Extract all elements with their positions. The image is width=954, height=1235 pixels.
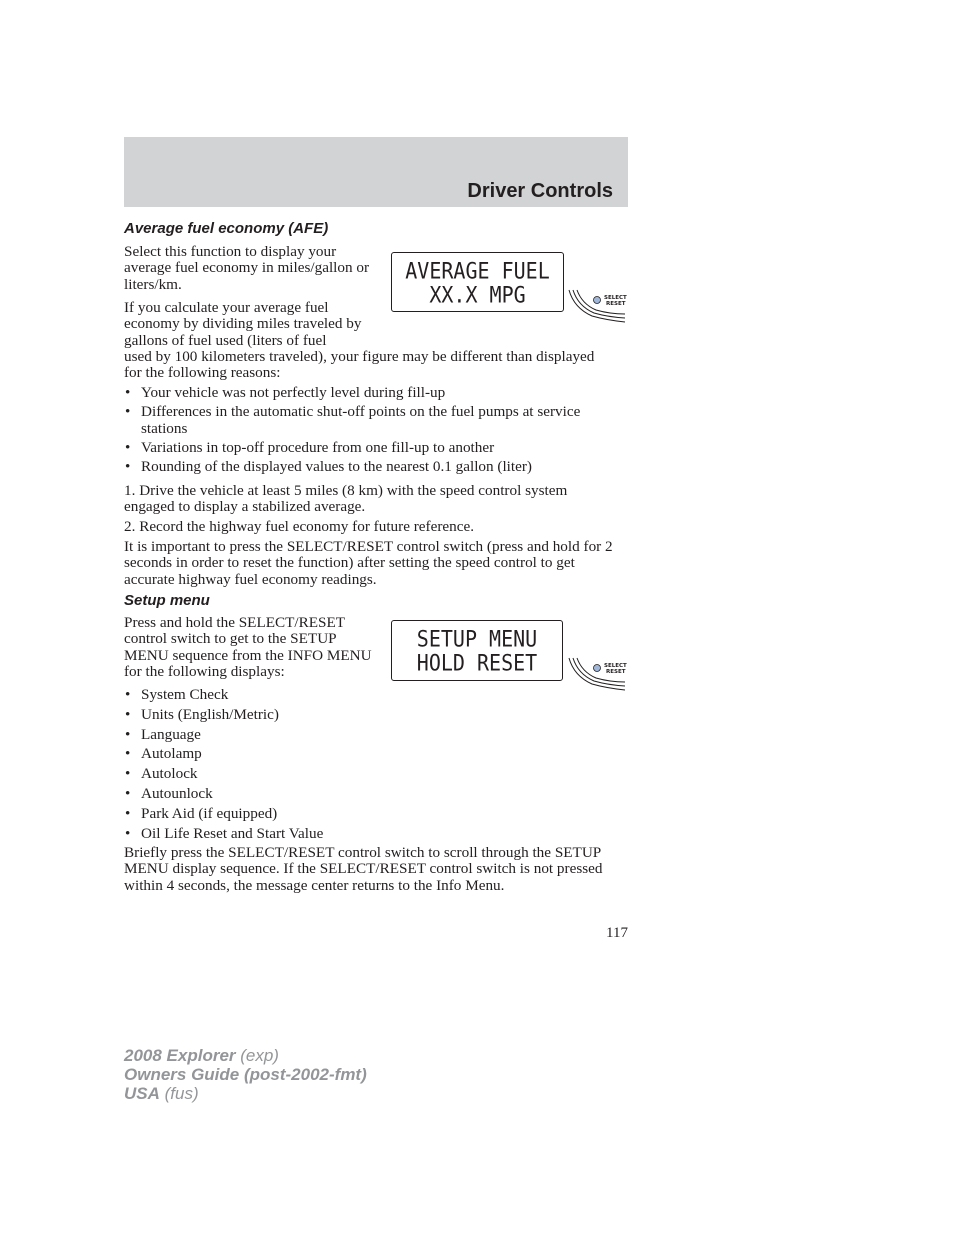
switch-label-select: SELECT	[604, 295, 627, 301]
switch-label-reset: RESET	[606, 301, 626, 307]
list-item: • Differences in the automatic shut-off points on the fuel pumps at service stations	[124, 404, 604, 437]
section-title: Driver Controls	[467, 180, 613, 202]
afe-display-line1: AVERAGE FUEL	[405, 257, 550, 285]
setup-heading: Setup menu	[124, 592, 210, 609]
afe-display-line2: XX.X MPG	[429, 281, 526, 309]
afe-step-1: 1. Drive the vehicle at least 5 miles (8 km) with the speed control system engaged to display a stabilized average.	[124, 482, 568, 516]
afe-step-2: 2. Record the highway fuel economy for future reference.	[124, 518, 475, 535]
switch-label-reset: RESET	[606, 669, 626, 675]
setup-display-line2: HOLD RESET	[416, 649, 538, 677]
page-number: 117	[606, 925, 628, 941]
setup-message-display	[391, 620, 563, 681]
list-item: • Park Aid (if equipped)	[124, 806, 604, 822]
setup-intro: Press and hold the SELECT/RESET control switch to get to the SETUP MENU sequence from the INFO MENU for the following displays:	[124, 614, 372, 680]
select-reset-switch-icon	[566, 286, 628, 326]
afe-paragraph-part1: If you calculate your average fuel economy by dividing miles traveled by gallons of fuel used (liters of fuel	[124, 299, 362, 349]
list-item: • Oil Life Reset and Start Value	[124, 826, 604, 842]
afe-paragraph-part2: used by 100 kilometers traveled), your figure may be different than displayed for the following reasons:	[124, 348, 595, 382]
list-item: • Autolamp	[124, 746, 604, 762]
switch-label-select: SELECT	[604, 663, 627, 669]
section-header-bar	[124, 137, 628, 207]
afe-reasons-list	[124, 385, 604, 475]
list-item: • Units (English/Metric)	[124, 707, 604, 723]
list-item: • System Check	[124, 687, 604, 703]
setup-items-list	[124, 687, 604, 842]
footer-guide: Owners Guide (post-2002-fmt)	[124, 1065, 367, 1084]
list-item: • Rounding of the displayed values to the nearest 0.1 gallon (liter)	[124, 459, 604, 475]
footer-market-code: (fus)	[159, 1084, 199, 1103]
list-item: • Language	[124, 727, 604, 743]
footer-market: USA	[124, 1084, 160, 1103]
setup-closing: Briefly press the SELECT/RESET control switch to scroll through the SETUP MENU display sequence. If the SELECT/RESET control switch is not pressed within 4 seconds, the message center returns to the Info Menu.	[124, 844, 603, 894]
footer-model-code: (exp)	[235, 1046, 279, 1065]
list-item: • Autolock	[124, 766, 604, 782]
afe-note: It is important to press the SELECT/RESET control switch (press and hold for 2 seconds in order to reset the function) after setting the speed control to get accurate highway fuel economy readings.	[124, 538, 613, 588]
list-item: • Variations in top-off procedure from one fill-up to another	[124, 440, 604, 456]
list-item: • Autounlock	[124, 786, 604, 802]
footer-model: 2008 Explorer	[124, 1046, 236, 1065]
afe-message-display	[391, 252, 564, 312]
setup-display-line1: SETUP MENU	[416, 625, 538, 653]
document-footer	[124, 1046, 367, 1103]
afe-intro: Select this function to display your average fuel economy in miles/gallon or liters/km.	[124, 243, 370, 293]
afe-heading: Average fuel economy (AFE)	[124, 220, 329, 237]
list-item: • Your vehicle was not perfectly level during fill-up	[124, 385, 604, 401]
